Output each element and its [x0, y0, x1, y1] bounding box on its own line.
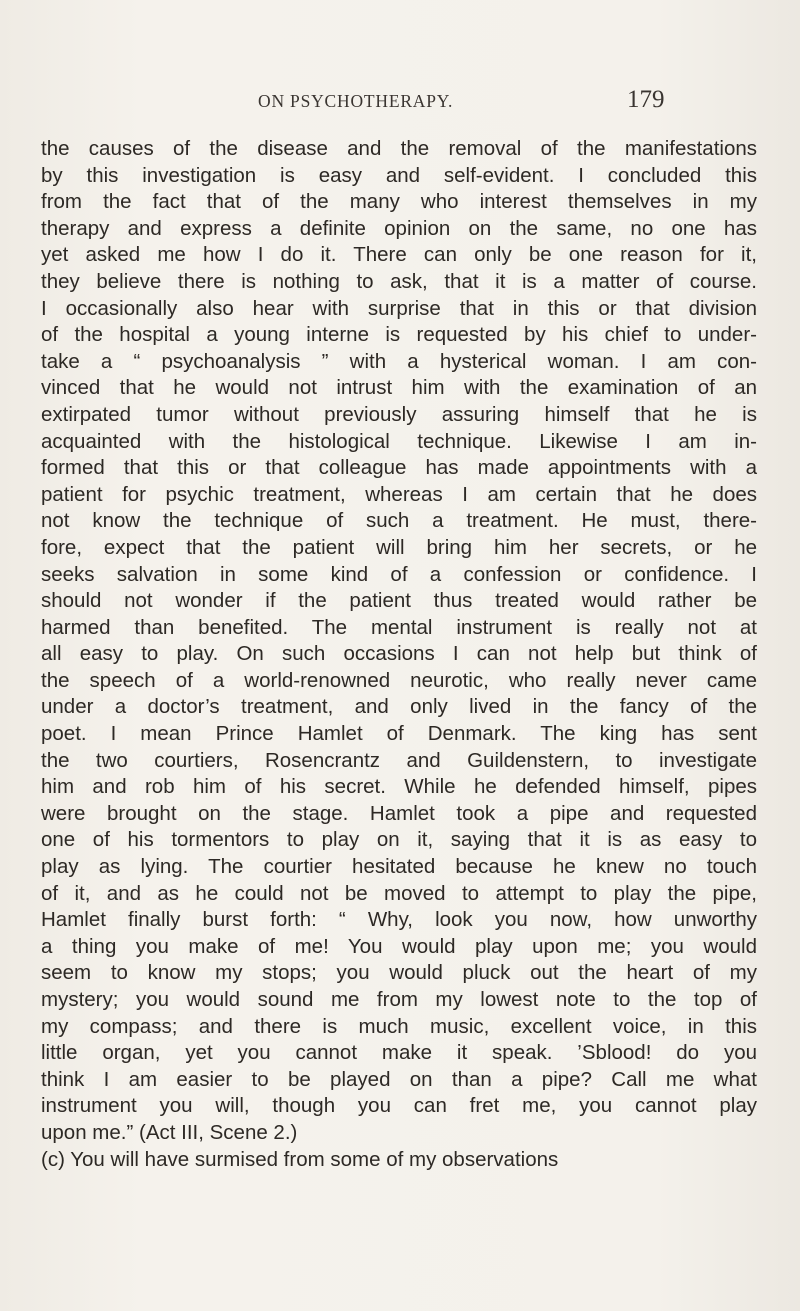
- text-line: were brought on the stage. Hamlet took a pipe and requested: [41, 801, 757, 825]
- text-line: from the fact that of the many who interest themselves in my: [41, 190, 757, 214]
- text-line: acquainted with the histological technique. Likewise I am in-: [41, 429, 757, 453]
- text-line: they believe there is nothing to ask, that it is a matter of course.: [41, 269, 757, 293]
- text-line: seem to know my stops; you would pluck out the heart of my: [41, 961, 757, 985]
- text-line: poet. I mean Prince Hamlet of Denmark. The king has sent: [41, 722, 757, 746]
- text-line: fore, expect that the patient will bring him her secrets, or he: [41, 535, 757, 559]
- text-line: yet asked me how I do it. There can only be one reason for it,: [41, 243, 757, 267]
- text-line: I occasionally also hear with surprise that in this or that division: [41, 296, 757, 320]
- text-line: the speech of a world-renowned neurotic, who really never came: [41, 668, 757, 692]
- text-line: patient for psychic treatment, whereas I am certain that he does: [41, 482, 757, 506]
- text-line: formed that this or that colleague has made appointments with a: [41, 456, 757, 480]
- text-line: seeks salvation in some kind of a confession or confidence. I: [41, 562, 757, 586]
- text-line: should not wonder if the patient thus treated would rather be: [41, 589, 757, 613]
- text-line: by this investigation is easy and self-evident. I concluded this: [41, 163, 757, 187]
- text-line: Hamlet finally burst forth: “ Why, look you now, how unworthy: [41, 908, 757, 932]
- text-line: of the hospital a young interne is requested by his chief to under-: [41, 323, 757, 347]
- text-line: all easy to play. On such occasions I can not help but think of: [41, 642, 757, 666]
- running-head: ON PSYCHOTHERAPY.: [258, 91, 454, 111]
- text-line: play as lying. The courtier hesitated because he knew no touch: [41, 855, 757, 879]
- text-line: of it, and as he could not be moved to attempt to play the pipe,: [41, 881, 757, 905]
- body-text: [41, 136, 757, 1173]
- page-number: 179: [627, 86, 665, 113]
- text-line: (c) You will have surmised from some of my observations: [41, 1147, 559, 1171]
- text-line: little organ, yet you cannot make it speak. ’Sblood! do you: [41, 1041, 757, 1065]
- text-line: vinced that he would not intrust him with the examination of an: [41, 376, 757, 400]
- text-line: one of his tormentors to play on it, saying that it is as easy to: [41, 828, 757, 852]
- text-line: harmed than benefited. The mental instrument is really not at: [41, 615, 757, 639]
- text-line: the two courtiers, Rosencrantz and Guildenstern, to investigate: [41, 748, 757, 772]
- text-line: not know the technique of such a treatment. He must, there-: [41, 509, 757, 533]
- page-header: [0, 86, 800, 116]
- text-line: a thing you make of me! You would play upon me; you would: [41, 934, 757, 958]
- text-line: him and rob him of his secret. While he defended himself, pipes: [41, 775, 757, 799]
- text-line: mystery; you would sound me from my lowest note to the top of: [41, 988, 757, 1011]
- text-line: my compass; and there is much music, excellent voice, in this: [41, 1014, 757, 1038]
- text-line: therapy and express a definite opinion on the same, no one has: [41, 216, 757, 240]
- text-line: the causes of the disease and the removal of the manifestations: [41, 137, 757, 160]
- text-line: under a doctor’s treatment, and only lived in the fancy of the: [41, 695, 757, 719]
- text-line: instrument you will, though you can fret me, you cannot play: [41, 1094, 757, 1118]
- text-line: extirpated tumor without previously assuring himself that he is: [41, 402, 757, 426]
- text-line: upon me.” (Act III, Scene 2.): [41, 1120, 298, 1144]
- text-line: think I am easier to be played on than a pipe? Call me what: [41, 1067, 757, 1091]
- text-line: take a “ psychoanalysis ” with a hysterical woman. I am con-: [41, 349, 757, 373]
